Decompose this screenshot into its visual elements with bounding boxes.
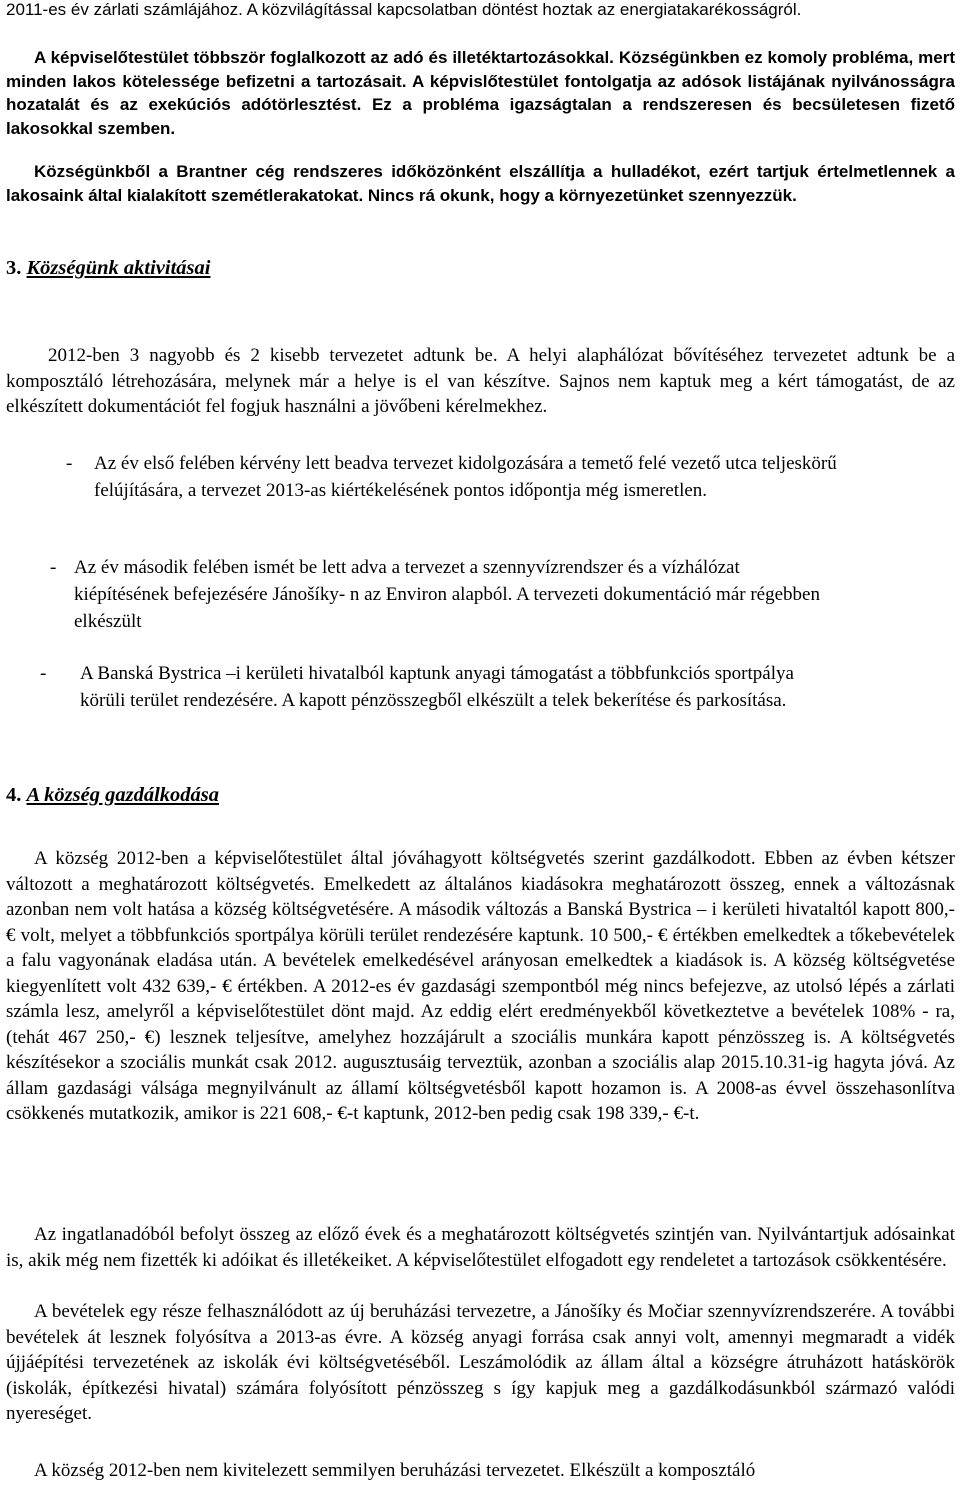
list-item [40, 660, 840, 714]
section-4-number: 4. [6, 784, 22, 806]
list-item [50, 554, 820, 635]
section-4-heading [6, 784, 219, 807]
section-4-paragraph-2: Az ingatlanadóból befolyt összeg az előző évek és a meghatározott költségvetés szintjén van. Nyilvántartjuk adósainkat is, akik még nem fizették ki adóikat és illetékeiket. A képviselőtestület elfogadott egy rendeletet a tartozások csökkentésére. [6, 1224, 955, 1271]
intro-paragraph-3: Községünkből a Brantner cég rendszeres időközönként elszállítja a hulladékot, ezért tartjuk értelmetlennek a lakosaink által kialakított szemétlerakatokat. Nincs rá okunk, hogy a környezetünket szennyezzük. [6, 162, 955, 205]
section-4-paragraph-3: A bevételek egy része felhasználódott az új beruházási tervezetre, a Jánošíky és Močiar szennyvízrendszerére. A további bevételek át lesznek folyósítva a 2013-as évre. A község anyagi forrása csak annyi volt, amennyi megmaradt a vidék újjáépítési tervezetének az iskolák évi költségvetéséből. Leszámolódik az állam által a községre átruházott hatáskörök (iskolák, építkezési hivatal) számára folyósított pénzösszeg s így kapjuk meg a gazdálkodásunkból származó valódi nyereséget. [6, 1301, 955, 1424]
intro-paragraph-1: 2011-es év zárlati számlájához. A közvilágítással kapcsolatban döntést hoztak az energiatakarékosságról. [6, 0, 802, 19]
section-3-title: Községünk aktivitásai [26, 257, 211, 279]
section-3-number: 3. [6, 257, 22, 279]
bullet-text: A Banská Bystrica –i kerületi hivatalból kaptunk anyagi támogatást a többfunkciós sportpálya körüli terület rendezésére. A kapott pénzösszegből elkészült a telek bekerítése és parkosítása. [80, 663, 794, 711]
section-4-title: A község gazdálkodása [26, 784, 219, 806]
section-3-paragraph: 2012-ben 3 nagyobb és 2 kisebb tervezetet adtunk be. A helyi alaphálózat bővítéséhez tervezetet adtunk be a komposztáló létrehozására, melynek már a helye is el van készítve. Sajnos nem kaptuk meg a kért támogatást, de az elkészített dokumentációt fel fogjuk használni a jövőbeni kérelmekhez. [6, 345, 955, 417]
bullet-dash: - [50, 557, 57, 578]
list-item [66, 450, 916, 504]
section-4-paragraph-1: A község 2012-ben a képviselőtestület által jóváhagyott költségvetés szerint gazdálkodott. Ebben az évben kétszer változott a meghatározott költségvetés. Emelkedett az általános kiadásokra meghatározott összeg, ennek a változásnak azonban nem volt hatása a község költségvetésére. A második változás a Banská Bystrica – i kerületi hivataltól kapott 800,- € volt, melyet a többfunkciós sportpálya körüli terület rendezésére kaptunk. 10 500,- € értékben emelkedtek a tőkebevételek a falu vagyonának eladása után. A bevételek emelkedésével arányosan emelkedtek a kiadások is. A község költségvetése kiegyenlített volt 432 639,- € értékben. A 2012-es év gazdasági szempontból még nincs befejezve, az utolsó lépés a zárlati számla lesz, amelyről a képviselőtestület dönt majd. Az eddig elért eredményekből következtetve a bevételek 108% - ra, (tehát 467 250,- €) lesznek teljesítve, amelyhez hozzájárult a szociális munkára kapott pénzösszeg is. A költségvetés készítésekor a szociális munkát csak 2012. augusztusáig terveztük, azonban a szociális alap 2015.10.31-ig hagyta jóvá. Az állam gazdasági válsága megnyilvánult az államí költségvetésből kapott hozamon is. A 2008-as évvel összehasonlítva csökkenés mutatkozik, amikor is 221 608,- €-t kaptunk, 2012-ben pedig csak 198 339,- €-t. [6, 848, 955, 1124]
intro-paragraph-2: A képviselőtestület többször foglalkozott az adó és illetéktartozásokkal. Községünkben ez komoly probléma, mert minden lakos kötelessége befizetni a tartozásait. A képvislőtestület fontolgatja az adósok listájának nyilvánosságra hozatalát és az exekúciós adótörlesztést. Ez a probléma igazságtalan a rendszeresen és becsületesen fizető lakosokkal szemben. [6, 48, 955, 138]
bullet-dash: - [66, 453, 73, 474]
bullet-text: Az év első felében kérvény lett beadva tervezet kidolgozására a temető felé vezető utca teljeskörű felújítására, a tervezet 2013-as kiértékelésének pontos időpontja még ismeretlen. [94, 453, 837, 501]
bullet-text: Az év második felében ismét be lett adva a tervezet a szennyvízrendszer és a vízhálózat kiépítésének befejezésére Jánošíky- n az Environ alapból. A tervezeti dokumentáció már régebben elkészült [74, 557, 820, 632]
section-4-paragraph-4: A község 2012-ben nem kivitelezett semmilyen beruházási tervezetet. Elkészült a komposztáló [34, 1460, 756, 1481]
section-3-heading [6, 257, 210, 280]
bullet-dash: - [40, 663, 47, 684]
